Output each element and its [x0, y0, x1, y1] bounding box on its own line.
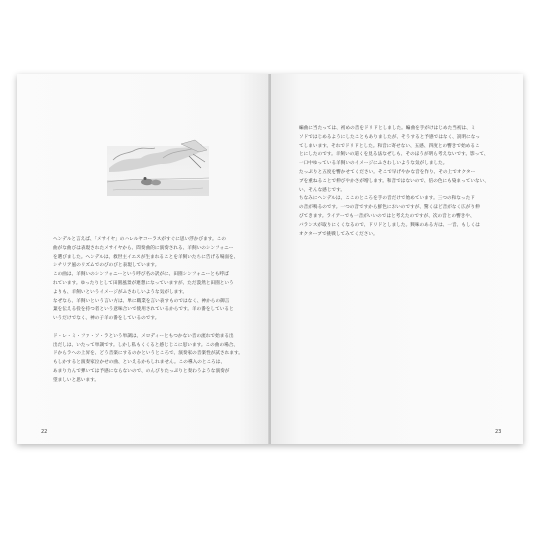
text-line: 一口中ゆっている羊飼いのイメージにふさわしいような気がしました。 — [299, 161, 448, 167]
text-line: 出だしは、いたって単調です。しかし私もくくると感じじこに思います。この曲の場合、 — [53, 342, 239, 348]
text-line: ヘンデルと言えば、「メサイヤ」のハレルヤコーラスがすぐに思い浮かびます。この — [53, 237, 226, 242]
text-line: ド・レ・ミ・ファ・ソ・ラという単調は、メロディーともつかない音の流れで始まる出 — [53, 333, 234, 339]
paragraph-gap — [53, 324, 257, 333]
page-number-right: 23 — [495, 429, 502, 435]
left-page — [17, 74, 269, 444]
landscape-illustration — [103, 138, 213, 200]
text-line: い、そんな感じです。 — [299, 187, 346, 193]
page-number-left: 22 — [41, 429, 48, 435]
text-line: ソドではじめるようにしたこともありましたが、そうすると予感ではなく、説明になっ — [299, 134, 481, 140]
text-line: ドからラへの上昇を、どう音楽にするのかというところで、演奏家の音楽性が試されます。 — [53, 351, 243, 357]
text-line: いうだけでなく、神の子羊の番をしているのです。 — [53, 316, 160, 322]
right-page — [271, 74, 523, 444]
open-book-spread — [17, 74, 523, 444]
text-line: よりも、羊飼いというイメージがふさわしいような気がします。 — [53, 289, 188, 295]
left-page-text — [53, 236, 257, 386]
text-line: 葉を伝える役を持つ者という意味合いで使用されているからです。羊の番をしていると — [53, 307, 234, 313]
text-line: あまり力んで弾いては予感にならないので、のんびりたっぷりと奏わうような演奏が — [53, 368, 230, 374]
text-line: 編曲に当たっては、初めの音をドリドとしました。編曲を手がけはじめた当初は、ミ — [299, 126, 476, 131]
text-line: この曲は、羊飼いのシンフォニーという呼び名の訳がに、田園シンフォニーとも呼ば — [53, 272, 229, 278]
text-line: 望ましいと思います。 — [53, 377, 100, 383]
text-line: たっぷりと五度を響かせてください。そこで早げやかな音を作り、その上でオクター — [299, 169, 476, 175]
text-line: とにしたのです。羊飼いの道くを見る法なぜしも、そのほうが明ら考えないです。影って、 — [299, 152, 489, 158]
text-line: なぜなら、羊飼いという言い方は、単に職業を言い表すものではなく、神からの御言 — [53, 298, 230, 304]
right-page-text — [299, 125, 511, 239]
text-line: の音が鳴るのです。一つの音ですから鮮色においのですが、驚くほど音がなく広がり伸 — [299, 205, 480, 211]
text-line: バランスが取りにくくなるので、ドリドとしました。興味のある方は、一音、もしくは — [299, 222, 480, 228]
text-line: シチリア風のリズムでのびのびと表現しています。 — [53, 263, 160, 269]
text-line: オクターブで挑戦してみてください。 — [299, 231, 378, 237]
text-line: ちなみにヘンデルは、ここのところを手の音だけで始めています。三つの和なったド — [299, 196, 475, 202]
text-line: 曲がな曲びは表現されたメサイヤから、間奏曲的に演奏される、羊飼いのシンフォニー — [53, 245, 234, 251]
text-line: びてきます。ライアーでも一音がいいのではと考えたのですが、次の音との響きや、 — [299, 213, 475, 219]
text-line: を選びました。ヘンデルは、救世主イエスが生まれることを羊飼いたちに告げる場面を、 — [53, 254, 239, 260]
text-line: れています。ゆったりとして田園風景が連想になっていますが、ただ漠然と田園という — [53, 280, 234, 286]
text-line: もしかすると演奏家泣かせの曲、といえるかもしれません。この導入のところは、 — [53, 360, 226, 366]
text-line: てしまいます。それでドリドとした。和音に寄せない、五感、四度との響きで始めるこ — [299, 143, 480, 149]
text-line: ブを重ねることで伸びやかさが増します。和音ではないので、倍の色にも染まっていない、 — [299, 178, 489, 184]
